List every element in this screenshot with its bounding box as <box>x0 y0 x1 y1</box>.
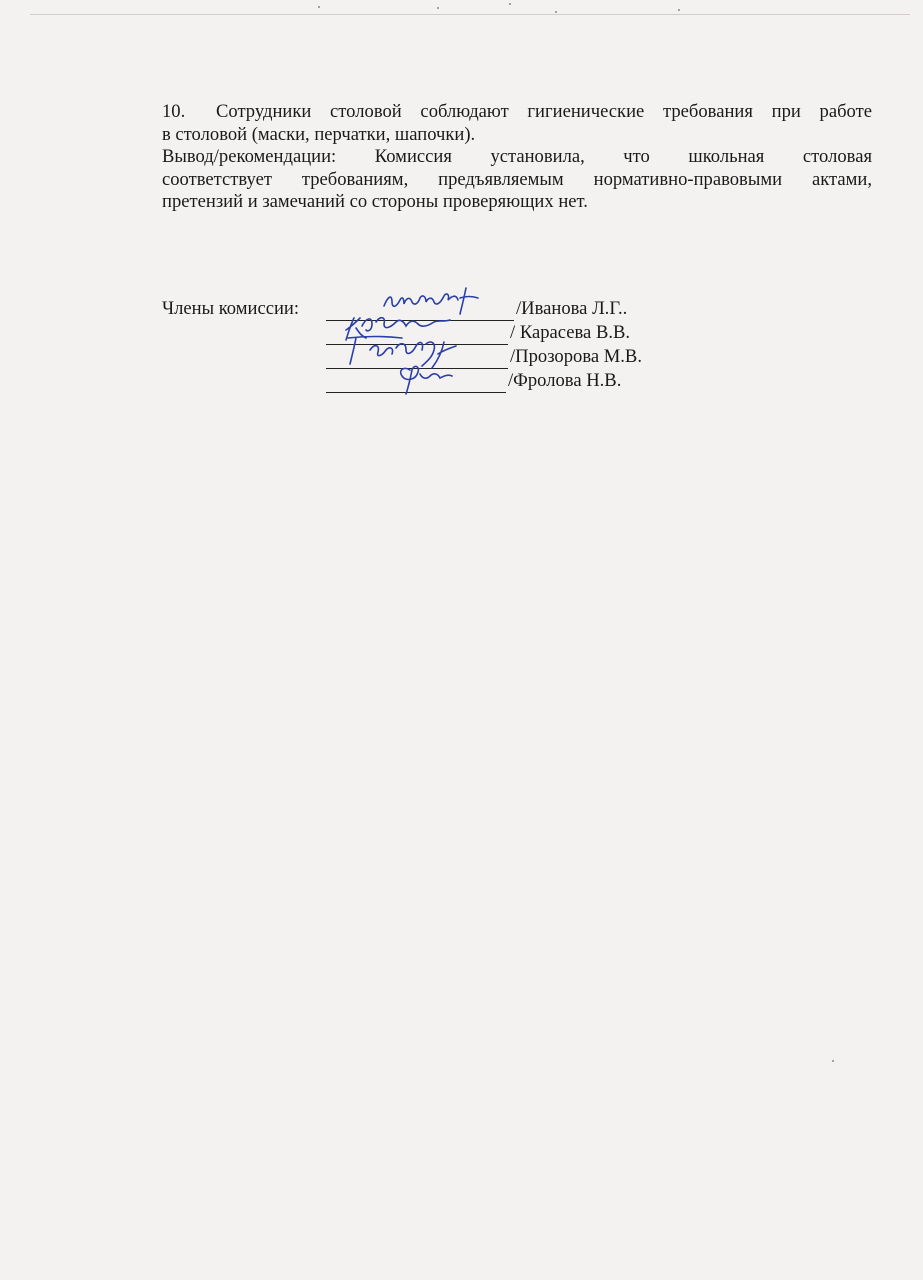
signer-name-ivanova: /Иванова Л.Г.. <box>516 298 628 319</box>
commission-label: Члены комиссии: <box>162 298 300 319</box>
conclusion-line3: претензий и замечаний со стороны проверяющих нет. <box>162 191 588 212</box>
signer-row-frolova <box>326 369 621 393</box>
item-number: 10. <box>162 101 186 122</box>
conclusion-line1: Вывод/рекомендации: Комиссия установила, что школьная столовая <box>162 146 872 167</box>
signer-name-frolova: /Фролова Н.В. <box>508 370 622 391</box>
item-text-line1: Сотрудники столовой соблюдают гигиенические требования при работе <box>216 101 872 122</box>
scan-speck <box>678 9 680 11</box>
scan-speck <box>509 3 511 5</box>
signer-name-karaseva: / Карасева В.В. <box>510 322 631 343</box>
scan-speck <box>318 6 320 8</box>
scan-edge <box>30 14 910 15</box>
document-body <box>162 101 872 214</box>
scan-speck <box>832 1060 834 1062</box>
scan-speck <box>437 7 439 9</box>
scan-speck <box>555 11 557 13</box>
signature-line <box>326 372 506 393</box>
signature-frolova-icon <box>326 356 506 396</box>
signer-name-prozorova: /Прозорова М.В. <box>510 346 642 367</box>
item-text-line2: в столовой (маски, перчатки, шапочки). <box>162 123 476 145</box>
list-item-10 <box>162 101 872 124</box>
conclusion-line2: соответствует требованиям, предъявляемым нормативно-правовыми актами, <box>162 168 872 190</box>
